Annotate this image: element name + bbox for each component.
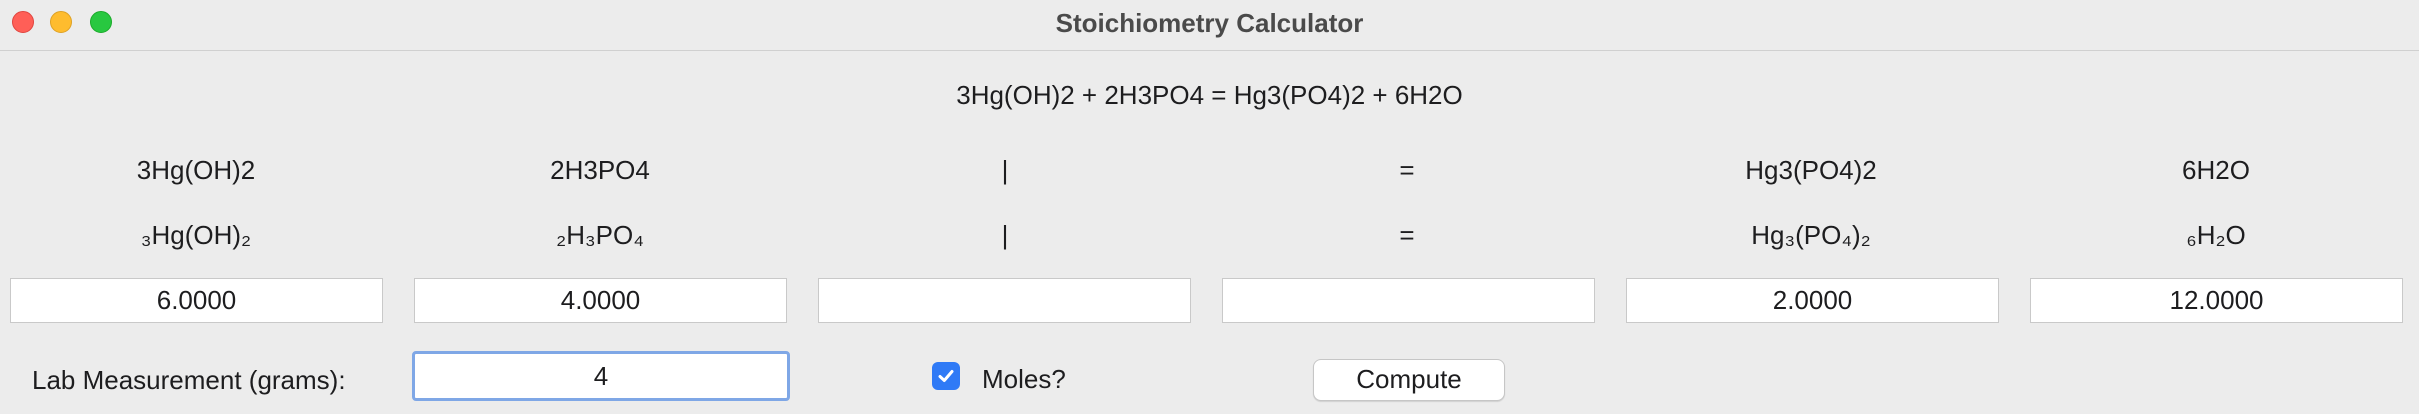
balanced-equation: 3Hg(OH)2 + 2H3PO4 = Hg3(PO4)2 + 6H2O (956, 80, 1463, 110)
result-field-equals[interactable] (1222, 278, 1595, 323)
moles-checkbox[interactable] (932, 362, 960, 390)
moles-label: Moles? (982, 364, 1066, 394)
lab-measurement-input[interactable] (412, 351, 790, 401)
species-plain-2: 2H3PO4 (550, 155, 650, 185)
window-title: Stoichiometry Calculator (1055, 8, 1364, 38)
separator-plain: | (1001, 155, 1009, 185)
title-bar (0, 0, 2419, 51)
equals-plain: = (1399, 155, 1415, 185)
species-plain-3: Hg3(PO4)2 (1745, 155, 1877, 185)
species-formatted-1: ₃Hg(OH)₂ (140, 220, 252, 250)
compute-button[interactable]: Compute (1313, 359, 1505, 401)
species-formatted-4: ₆H₂O (2186, 220, 2246, 250)
separator-formatted: | (1001, 220, 1009, 250)
equals-formatted: = (1399, 220, 1415, 250)
result-field-4[interactable] (2030, 278, 2403, 323)
result-field-1[interactable] (10, 278, 383, 323)
species-formatted-2: ₂H₃PO₄ (556, 220, 644, 250)
result-field-2[interactable] (414, 278, 787, 323)
checkmark-icon (936, 366, 956, 386)
lab-measurement-label: Lab Measurement (grams): (32, 365, 346, 395)
species-plain-1: 3Hg(OH)2 (136, 155, 256, 185)
species-plain-4: 6H2O (2182, 155, 2250, 185)
result-field-3[interactable] (1626, 278, 1999, 323)
result-field-separator[interactable] (818, 278, 1191, 323)
species-formatted-3: Hg₃(PO₄)₂ (1751, 220, 1871, 250)
